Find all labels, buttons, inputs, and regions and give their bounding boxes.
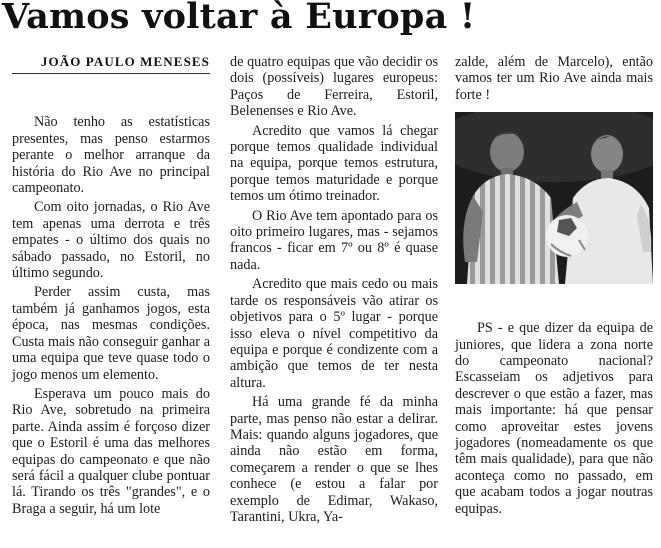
- headline: Vamos voltar à Europa !: [2, 0, 476, 37]
- article-column-3: [455, 54, 653, 520]
- paragraph: PS - e que dizer da equipa de juniores, que lidera a zona norte do campeonato nacional? Escasseiam os adjetivos para descrever o que estão a fazer, mas mais importante: há que pensar como aproveitar estes jovens jogadores (nomeadamente os que têm mais qualidade), para que não aconteça como no passado, em que acabam todos a jogar noutras equipas.: [455, 320, 653, 517]
- two-football-players-icon: [455, 112, 653, 284]
- paragraph: Acredito que vamos lá chegar porque temos qualidade individual na equipa, porque temos estrutura, porque temos maturidade e porque temos um ótimo treinador.: [230, 122, 438, 205]
- paragraph: Há uma grande fé da minha parte, mas penso não estar a delirar. Mais: quando alguns jogadores, que ainda não estão em forma, começarem a render o que se lhes conhece (e estou a falar por exemplo de Edimar, Wakaso, Tarantini, Ukra, Ya-: [230, 394, 438, 525]
- paragraph: O Rio Ave tem apontado para os oito primeiro lugares, mas - sejamos francos - ficar em 7º ou 8º é quase nada.: [230, 207, 438, 273]
- article-column-2: [230, 54, 438, 528]
- spacer: [12, 80, 210, 114]
- article-column-1: [12, 54, 210, 520]
- paragraph: Acredito que mais cedo ou mais tarde os responsáveis vão atirar os objetivos para o 5º lugar - porque isso eleva o nível competitivo da equipa e porque é condizente com a ambição que temos de ter nesta altura.: [230, 276, 438, 391]
- paragraph: zalde, além de Marcelo), então vamos ter um Rio Ave ainda mais forte !: [455, 54, 653, 103]
- paragraph: Perder assim custa, mas também já ganhamos jogos, esta época, nas mesmas condições. Custa mais não conseguir ganhar a uma equipa que teve quase todo o jogo menos um elemento.: [12, 284, 210, 383]
- author-byline: JOÃO PAULO MENESES: [12, 54, 210, 74]
- paragraph: Esperava um pouco mais do Rio Ave, sobretudo na primeira parte. Ainda assim é forçoso dizer que o Estoril é uma das melhores equipas do campeonato e que não será fácil a qualquer clube pontuar lá. Tirando os três "grandes", e o Braga a seguir, há um lote: [12, 385, 210, 517]
- paragraph: Não tenho as estatísticas presentes, mas penso estarmos perante o melhor arranque da história do Rio Ave no principal campeonato.: [12, 114, 210, 197]
- football-photo: [455, 112, 653, 284]
- paragraph: Com oito jornadas, o Rio Ave tem apenas uma derrota e três empates - o último dos quais no sábado passado, no Estoril, no último segundo.: [12, 199, 210, 282]
- paragraph: de quatro equipas que vão decidir os dois (possíveis) lugares europeus: Paços de Ferreira, Estoril, Belenenses e Rio Ave.: [230, 54, 438, 120]
